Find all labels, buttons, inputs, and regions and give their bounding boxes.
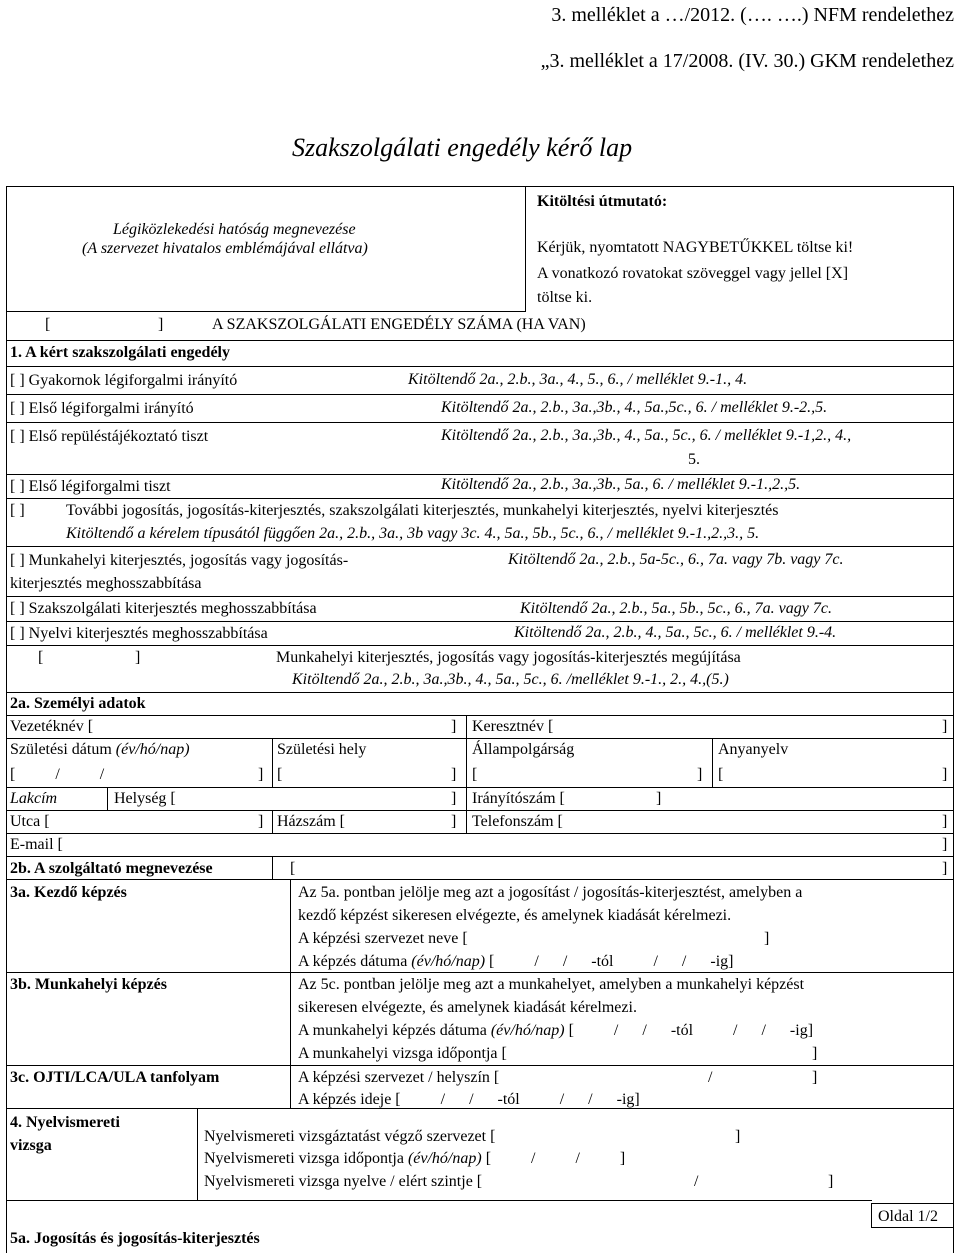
section-4-heading: 4. Nyelvismereti	[10, 1114, 120, 1131]
email-field[interactable]: E-mail [	[10, 836, 63, 853]
section-3a-heading: 3a. Kezdő képzés	[10, 884, 127, 901]
option-first-aero-officer-note: Kitöltendő 2a., 2.b., 3a.,3b., 5a., 6. / melléklet 9.-1.,2.,5.	[441, 476, 801, 493]
option-first-fis[interactable]: [ ] Első repüléstájékoztató tiszt	[10, 428, 209, 445]
training-date-range: [ / / -tól / / -ig]	[489, 953, 734, 970]
street-field[interactable]: Utca [	[10, 813, 50, 830]
street-field-close: ]	[258, 813, 264, 830]
birth-date-field[interactable]: [ / /	[10, 766, 105, 783]
option-unit-endorsement-renewal-note: Kitöltendő 2a., 2.b., 5a-5c., 6., 7a. vagy 7b. vagy 7c.	[508, 551, 844, 568]
provider-field-close: ]	[942, 860, 948, 877]
option-rating-endorsement-renewal-note: Kitöltendő 2a., 2.b., 5a., 5b., 5c., 6., 7a. vagy 7c.	[520, 600, 832, 617]
form-title: Szakszolgálati engedély kérő lap	[292, 133, 633, 162]
birth-date-label	[10, 741, 190, 759]
zip-field[interactable]: Irányítószám [	[472, 790, 565, 807]
option-additional-note: Kitöltendő a kérelem típusától függően 2a., 2.b., 3a., 3b vagy 3c. 4., 5a., 5b., 5c., 6., / melléklet 9.-1.,2.,3., 5.	[66, 525, 760, 542]
birth-place-label: Születési hely	[277, 741, 367, 758]
surname-field-close: ]	[451, 718, 457, 735]
birth-place-field[interactable]: [	[277, 766, 283, 783]
option-first-atc[interactable]: [ ] Első légiforgalmi irányító	[10, 400, 194, 417]
birth-date-text: Születési dátum	[10, 741, 112, 758]
license-number-close[interactable]: ]	[158, 316, 164, 333]
page-number: Oldal 1/2	[878, 1208, 938, 1225]
zip-field-close: ]	[656, 790, 662, 807]
citizenship-label: Állampolgárság	[472, 741, 575, 758]
provider-field[interactable]: [	[290, 860, 296, 877]
mother-tongue-label: Anyanyelv	[718, 741, 789, 758]
guide-line-1: Kérjük, nyomtatott NAGYBETŰKKEL töltse ki!	[537, 239, 854, 256]
guide-line-3: töltse ki.	[537, 289, 593, 306]
address-label: Lakcím	[10, 790, 58, 807]
sec3a-line-2: kezdő képzést sikeresen elvégezte, és amelynek kiadását kérelmezi.	[298, 907, 732, 924]
option-trainee-atc-note: Kitöltendő 2a., 2.b., 3a., 4., 5., 6., / melléklet 9.-1., 4.	[408, 371, 748, 388]
house-number-field[interactable]: Házszám [	[277, 813, 345, 830]
city-field-close: ]	[451, 790, 457, 807]
guide-line-2: A vonatkozó rovatokat szöveggel vagy jellel [X]	[537, 265, 849, 282]
section-5a-heading: 5a. Jogosítás és jogosítás-kiterjesztés	[10, 1230, 260, 1247]
section-3b-heading: 3b. Munkahelyi képzés	[10, 976, 167, 993]
unit-training-date-field[interactable]	[298, 1022, 813, 1040]
phone-field[interactable]: Telefonszám [	[472, 813, 563, 830]
guide-title: Kitöltési útmutató:	[537, 193, 668, 210]
ojti-period-field[interactable]: A képzés ideje [ / / -tól / / -ig]	[298, 1091, 640, 1108]
language-exam-date-format: (év/hó/nap)	[407, 1150, 482, 1167]
section-2a-heading: 2a. Személyi adatok	[10, 695, 146, 712]
firstname-field[interactable]: Keresztnév [	[472, 718, 554, 735]
training-org-field[interactable]: A képzési szervezet neve [	[298, 930, 468, 947]
authority-emblem-note: (A szervezet hivatalos emblémájával ellátva)	[82, 240, 368, 257]
citizenship-field-close: ]	[697, 766, 703, 783]
license-number-label: A SZAKSZOLGÁLATI ENGEDÉLY SZÁMA (HA VAN)	[212, 316, 586, 333]
section-1-heading: 1. A kért szakszolgálati engedély	[10, 344, 230, 361]
option-first-fis-note: Kitöltendő 2a., 2.b., 3a.,3b., 4., 5a., 5c., 6. / melléklet 9.-1,2., 4.,	[441, 427, 852, 444]
language-exam-date-value: [ / / ]	[485, 1150, 626, 1167]
ojti-org-field-close: ]	[812, 1069, 818, 1086]
phone-field-close: ]	[942, 813, 948, 830]
training-date-label: A képzés dátuma	[298, 953, 408, 970]
authority-name: Légiközlekedési hatóság megnevezése	[113, 221, 356, 238]
firstname-field-close: ]	[942, 718, 948, 735]
birth-date-field-close: ]	[258, 766, 264, 783]
option-rating-endorsement-renewal[interactable]: [ ] Szakszolgálati kiterjesztés meghosszabbítása	[10, 600, 317, 617]
unit-exam-date-field[interactable]: A munkahelyi vizsga időpontja [	[298, 1045, 507, 1062]
option-first-fis-note-2: 5.	[688, 451, 700, 468]
birth-place-field-close: ]	[451, 766, 457, 783]
mother-tongue-field-close: ]	[942, 766, 948, 783]
section-3c-heading: 3c. OJTI/LCA/ULA tanfolyam	[10, 1069, 220, 1086]
option-language-renewal-note: Kitöltendő 2a., 2.b., 4., 5a., 5c., 6. / melléklet 9.-4.	[514, 624, 837, 641]
training-org-field-close: ]	[764, 930, 770, 947]
unit-training-date-range: [ / / -tól / / -ig]	[568, 1022, 814, 1039]
option-revalidation-close[interactable]: ]	[135, 649, 141, 666]
language-exam-date-field[interactable]	[204, 1150, 625, 1168]
option-language-renewal[interactable]: [ ] Nyelvi kiterjesztés meghosszabbítása	[10, 625, 268, 642]
decree-line-2: „3. melléklet a 17/2008. (IV. 30.) GKM rendelethez	[540, 50, 954, 72]
unit-training-date-label: A munkahelyi képzés dátuma	[298, 1022, 487, 1039]
training-date-format: (év/hó/nap)	[411, 953, 486, 970]
house-number-field-close: ]	[451, 813, 457, 830]
citizenship-field[interactable]: [	[472, 766, 478, 783]
city-field[interactable]: Helység [	[114, 790, 176, 807]
option-first-atc-note: Kitöltendő 2a., 2.b., 3a.,3b., 4., 5a.,5c., 6. / melléklet 9.-2.,5.	[441, 399, 828, 416]
option-first-aero-officer[interactable]: [ ] Első légiforgalmi tiszt	[10, 478, 171, 495]
ojti-org-field-sep: /	[708, 1069, 713, 1086]
email-field-close: ]	[942, 836, 948, 853]
unit-exam-date-field-close: ]	[812, 1045, 818, 1062]
birth-date-format: (év/hó/nap)	[115, 741, 190, 758]
option-revalidation-note: Kitöltendő 2a., 2.b., 3a.,3b., 4., 5a., 5c., 6. /melléklet 9.-1., 2., 4.,(5.)	[292, 671, 729, 688]
option-revalidation-text: Munkahelyi kiterjesztés, jogosítás vagy jogosítás-kiterjesztés megújítása	[276, 649, 741, 666]
surname-field[interactable]: Vezetéknév [	[10, 718, 94, 735]
sec3b-line-2: sikeresen elvégezte, és amelynek kiadását kérelmezi.	[298, 999, 637, 1016]
decree-line-1: 3. melléklet a …/2012. (…. ….) NFM rendelethez	[551, 4, 954, 26]
license-number-open[interactable]: [	[45, 316, 51, 333]
sec3b-line-1: Az 5c. pontban jelölje meg azt a munkahelyet, amelyben a munkahelyi képzést	[298, 976, 805, 993]
language-exam-org-field-close: ]	[735, 1128, 741, 1145]
language-level-field-sep: /	[694, 1173, 699, 1190]
option-revalidation-open[interactable]: [	[38, 649, 44, 666]
option-unit-endorsement-renewal-2: kiterjesztés meghosszabbítása	[10, 575, 202, 592]
mother-tongue-field[interactable]: [	[718, 766, 724, 783]
section-4-heading-2: vizsga	[10, 1137, 52, 1154]
sec3a-line-1: Az 5a. pontban jelölje meg azt a jogosítást / jogosítás-kiterjesztést, amelyben a	[298, 884, 803, 901]
language-level-field[interactable]: Nyelvismereti vizsga nyelve / elért szintje [	[204, 1173, 483, 1190]
training-date-field[interactable]	[298, 953, 733, 971]
unit-training-date-format: (év/hó/nap)	[490, 1022, 565, 1039]
language-level-field-close: ]	[828, 1173, 834, 1190]
language-exam-date-label: Nyelvismereti vizsga időpontja	[204, 1150, 404, 1167]
language-exam-org-field[interactable]: Nyelvismereti vizsgáztatást végző szervezet [	[204, 1128, 496, 1145]
option-additional-checkbox[interactable]: [ ]	[10, 502, 25, 519]
option-additional-text: További jogosítás, jogosítás-kiterjesztés, szakszolgálati kiterjesztés, munkahelyi kiterjesztés, nyelvi kiterjesztés	[66, 502, 779, 519]
option-unit-endorsement-renewal[interactable]: [ ] Munkahelyi kiterjesztés, jogosítás vagy jogosítás-	[10, 552, 349, 569]
option-trainee-atc[interactable]: [ ] Gyakornok légiforgalmi irányító	[10, 372, 238, 389]
ojti-org-field[interactable]: A képzési szervezet / helyszín [	[298, 1069, 500, 1086]
section-2b-heading: 2b. A szolgáltató megnevezése	[10, 860, 213, 877]
